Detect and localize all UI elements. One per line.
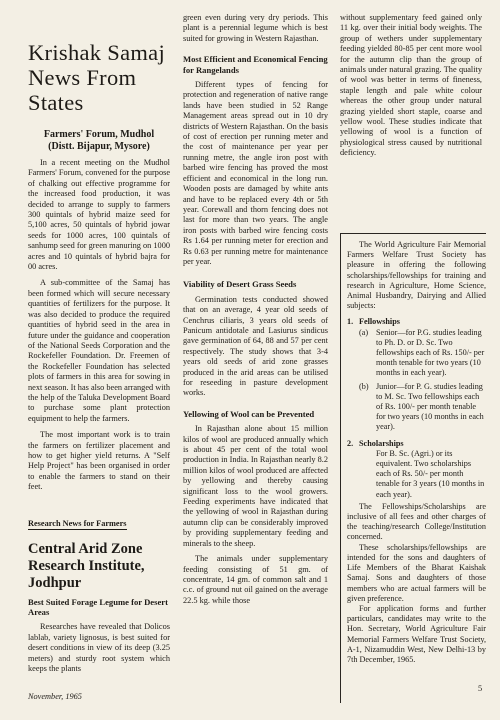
notice-subitem-junior xyxy=(359,382,486,433)
item-title: Scholarships xyxy=(359,438,404,448)
notice-subitem-senior xyxy=(359,328,486,379)
article-paragraph: The most important work is to train the farmers on fertilizer placement and how to get higher yield returns. A "Self Help Project" has been organised in order to enable the farmers to stand on their feet. xyxy=(28,430,170,492)
institute-heading: Central Arid Zone Research Institute, Jodhpur xyxy=(28,540,145,591)
article-paragraph: The animals under supplementary feeding consisting of 51 gm. of concentrate, 14 gm. of common salt and 1 c.c. of ground nut oil gained on the average 22.5 kg. while those xyxy=(183,554,328,605)
notice-subitem-bsc xyxy=(359,449,486,500)
article-subheading: Best Suited Forage Legume for Desert Areas xyxy=(28,596,168,617)
notice-item-fellowships xyxy=(347,317,486,327)
subitem-tag: (b) xyxy=(359,381,369,391)
notice-intro: The World Agriculture Fair Memorial Farmers Welfare Trust Society has pleasure in offering the following scholarships/fellowships for training and research in Agriculture, Home Science, Animal Husbandry, Dairying and Allied subjects: xyxy=(347,240,486,311)
masthead-line-1: Krishak Samaj xyxy=(28,40,165,65)
article-paragraph: A sub-committee of the Samaj has been formed which will secure necessary quantities of fertilizers for the purpose. It was also decided to produce the required quantities of hybrid seed in the area in future under the guidance and cooperation of the National Seeds Corporation and the Rockefeller Foundation. Dr. Freemen of the Rockefeller Foundation has selected plots of farmers in this area for sowing in next season. It has also been arranged with the help of the Taluka Development Board to purchase some plant protection equipment to help the farmers. xyxy=(28,278,170,423)
article-paragraph: Different types of fencing for protection and regeneration of native range lands have been studied in 52 Range Management areas spread out in 10 dry districts of Western Rajasthan. On the basis of cost of erection per running meter and the cost of maintenance per year per running metre, the angle iron post with barbed wire fencing has proved the most efficient and economical in the long run. Wooden posts are damaged by white ants and have to be replaced every 4th or 5th year. Corewall and thorn fencing does not last for more than two years. The angle iron posts with barbed wire fencing costs Rs 1.64 per running meter for erection and Rs 0.63 per running metre for maintenance per year. xyxy=(183,80,328,266)
article-subheading-bijapur: (Distt. Bijapur, Mysore) xyxy=(48,141,150,152)
issue-date: November, 1965 xyxy=(28,692,82,701)
column-left xyxy=(28,0,170,674)
article-heading-wool: Yellowing of Wool can be Prevented xyxy=(183,408,315,419)
article-paragraph: In a recent meeting on the Mudhol Farmers' Forum, convened for the purpose of chalking out effective programme for the increased food production, it was decided to arrange to supply to farmers 300 quintals of hybrid maize seed for 5,100 acres, 50 quintals of hybrid jowar seeds for 1000 acres, 100 quintals of sanhump seed for green manuring on 1000 acres and 10 quintals of hybrid bajra for 00 acres. xyxy=(28,158,170,272)
scholarship-notice-box xyxy=(340,233,486,703)
article-paragraph: without supplementary feed gained only 11 kg. over their initial body weights. The group of wethers under supplementary feeding yielded 80-85 per cent more wool for the autumn clip than the group of animals under natural grazing. The quality of wool was better in terms of fineness, staple length and pale white colour whereas the other group under natural grazing yielded short staple, coarse and yellow wool. These studies indicate that yellowing of wool is a function of physiological stress caused by nutritional deficiency. xyxy=(340,13,482,158)
article-heading-mudhol: Farmers' Forum, Mudhol xyxy=(43,129,155,140)
notice-paragraph: The Fellowships/Scholarships are inclusive of all fees and other charges of the teaching/research College/Institution concerned. xyxy=(347,501,486,542)
item-number: 2. xyxy=(347,438,354,448)
article-paragraph: Researches have revealed that Dolicos lablab, variety lignosus, is best suited for desert conditions in view of its deep (3.25 meters) and sturdy root system which keeps the plants xyxy=(28,622,170,674)
subitem-text: Senior—for P.G. studies leading to Ph. D. or D. Sc. Two fellowships each of Rs. 150/- per month tenable for two years (10 months in each year). xyxy=(376,327,485,378)
section-label: Research News for Farmers xyxy=(28,518,127,528)
notice-paragraph: For application forms and further particulars, candidates may write to the Hon. Secretary, World Agriculture Fair Memorial Farmers Welfare Trust Society, A-1, Nizamuddin West, New Delhi-13 by 7th December, 1965. xyxy=(347,603,486,664)
masthead-line-2: News From States xyxy=(28,65,137,115)
article-paragraph: Germination tests conducted showed that on an average, 4 year old seeds of Cenchrus ciliaris, 3 years old seeds of Panicum antidotale and Lasiurus sindicus gave germination of 64, 88 and 57 per cent respectively. The study shows that 3-4 years old seeds of arid zone grasses produced in the arid areas can be utilised for reseeding in pasture development works. xyxy=(183,294,328,398)
notice-paragraph: These scholarships/fellowships are intended for the sons and daughters of Life Members of the Bharat Kaishak Samaj. Sons and daughters of those members who are actual farmers will be given preference. xyxy=(347,542,486,603)
article-heading-fencing: Most Efficient and Economical Fencing for Rangelands xyxy=(183,54,328,75)
article-paragraph: In Rajasthan alone about 15 million kilos of wool are produced annually which is about 45 per cent of the total wool production in India. In Rajasthan nearly 8.2 million kilos of wool produced are affected by yellowing and thereby causing significant loss to the wool growers. Feeding experiments have indicated that the yellowing of wool in Rajasthan during autumn clip can be considerably improved by providing supplementary feeding and minerals to the sheep. xyxy=(183,424,328,548)
article-paragraph: green even during very dry periods. This plant is a perennial legume which is best suited for growing in Western Rajasthan. xyxy=(183,13,328,43)
column-middle xyxy=(183,0,328,606)
notice-item-scholarships xyxy=(347,439,486,449)
subitem-text: Junior—for P. G. studies leading to M. Sc. Two fellowships each of Rs. 100/- per month tenable for two years (10 months in each year). xyxy=(376,381,484,432)
article-heading-grass-seeds: Viability of Desert Grass Seeds xyxy=(183,279,297,290)
item-number: 1. xyxy=(347,317,354,327)
masthead xyxy=(28,40,170,115)
column-right xyxy=(340,0,482,159)
subitem-tag: (a) xyxy=(359,327,369,337)
subitem-text: For B. Sc. (Agri.) or its equivalent. Two scholarships each of Rs. 50/- per month tenable for 3 years (10 months in each year). xyxy=(376,448,485,499)
item-title: Fellowships xyxy=(359,317,400,327)
page-number: 5 xyxy=(478,684,483,693)
